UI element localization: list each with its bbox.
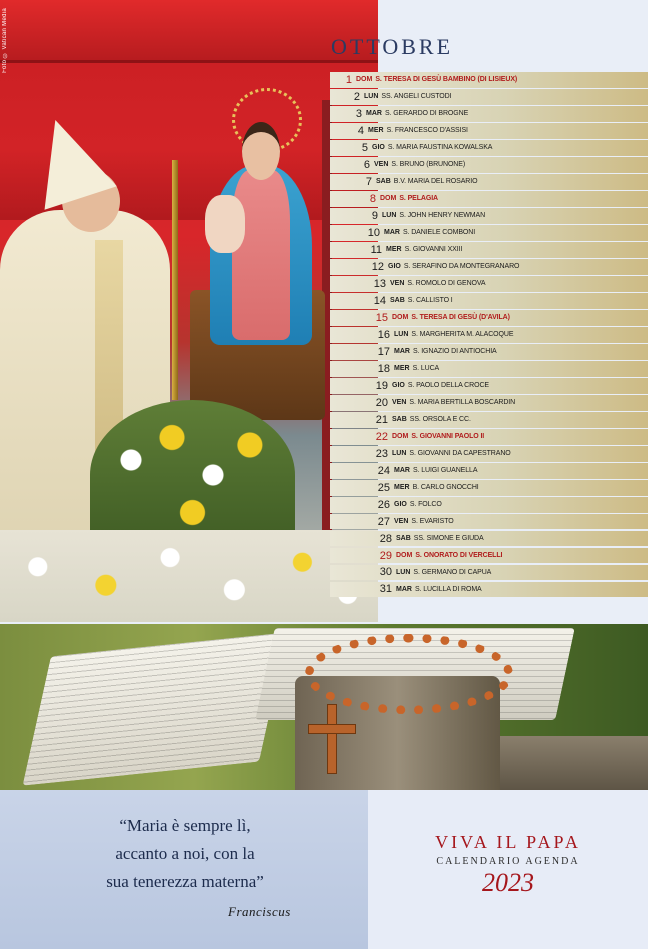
madonna-head [242, 122, 280, 180]
cross-icon [327, 704, 337, 774]
day-number: 18 [377, 362, 390, 375]
day-number: 27 [377, 515, 390, 528]
day-number: 25 [377, 481, 390, 494]
day-row [330, 548, 648, 564]
day-row [330, 480, 648, 496]
day-row [330, 276, 648, 292]
day-saint: S. EVARISTO [411, 518, 454, 526]
rosary-icon [305, 634, 513, 714]
day-row [330, 72, 648, 88]
day-row [330, 106, 648, 122]
day-weekday: DOM [392, 433, 409, 441]
day-saint: S. MARIA BERTILLA BOSCARDIN [409, 399, 516, 407]
day-saint: S. GIOVANNI XXIII [404, 246, 463, 254]
day-weekday: VEN [394, 518, 409, 526]
day-row [330, 310, 648, 326]
wooden-fence [500, 736, 648, 790]
day-saint: S. FOLCO [409, 501, 442, 509]
franciscus-signature: Franciscus [228, 904, 291, 919]
day-weekday: GIO [372, 144, 385, 152]
day-saint: SS. ANGELI CUSTODI [381, 93, 452, 101]
quote-line-2: accanto a noi, con la [115, 844, 255, 863]
day-row [330, 293, 648, 309]
day-saint: S. CALLISTO I [407, 297, 453, 305]
day-number: 12 [371, 260, 384, 273]
day-row [330, 497, 648, 513]
day-number: 22 [375, 430, 388, 443]
quote-line-1: “Maria è sempre lì, [119, 816, 251, 835]
day-number: 4 [357, 124, 364, 137]
child-jesus-statue [205, 195, 245, 253]
day-row [330, 225, 648, 241]
day-number: 11 [370, 243, 382, 256]
day-number: 24 [377, 464, 390, 477]
day-saint: S. ROMOLO DI GENOVA [407, 280, 486, 288]
day-row [330, 429, 648, 445]
day-weekday: GIO [388, 263, 401, 271]
day-saint: S. GERARDO DI BROGNE [384, 110, 469, 118]
brand-subtitle: CALENDARIO AGENDA [436, 856, 580, 867]
day-number: 10 [367, 226, 380, 239]
day-weekday: DOM [392, 314, 409, 322]
day-row [330, 123, 648, 139]
day-saint: SS. ORSOLA E CC. [409, 416, 471, 424]
day-saint: S. MARGHERITA M. ALACOQUE [411, 331, 514, 339]
day-row [330, 463, 648, 479]
day-number: 15 [375, 311, 388, 324]
day-number: 19 [375, 379, 388, 392]
day-weekday: MAR [396, 585, 412, 593]
day-number: 7 [365, 175, 372, 188]
cross-arm [308, 724, 356, 734]
day-weekday: LUN [392, 450, 407, 458]
day-number: 23 [375, 447, 388, 460]
day-row [330, 327, 648, 343]
red-canopy [0, 0, 378, 63]
day-saint: S. GERMANO DI CAPUA [413, 568, 492, 576]
day-weekday: DOM [380, 195, 397, 203]
day-row [330, 174, 648, 190]
day-weekday: SAB [396, 535, 411, 543]
day-number: 9 [371, 209, 378, 222]
day-number: 26 [377, 498, 390, 511]
quote-panel [0, 790, 368, 949]
day-weekday: DOM [356, 76, 373, 84]
day-number: 31 [379, 583, 392, 596]
brand-year: 2023 [482, 868, 534, 897]
flower-bed [0, 530, 378, 622]
day-row [330, 242, 648, 258]
day-weekday: MAR [366, 110, 382, 118]
day-saint: S. GIOVANNI PAOLO II [411, 433, 485, 441]
day-weekday: MER [394, 365, 410, 373]
day-weekday: VEN [390, 280, 405, 288]
brand-title: VIVA IL PAPA [435, 832, 581, 852]
day-weekday: LUN [396, 568, 411, 576]
day-weekday: MAR [384, 229, 400, 237]
day-row [330, 514, 648, 530]
day-saint: S. ONORATO DI VERCELLI [415, 552, 503, 559]
flower-bouquet [90, 400, 295, 550]
day-saint: S. SERAFINO DA MONTEGRANARO [403, 263, 520, 271]
brand-panel [368, 790, 648, 949]
pope-quote [10, 812, 360, 896]
day-weekday: LUN [382, 212, 397, 220]
day-number: 28 [379, 532, 392, 545]
day-row [330, 361, 648, 377]
day-row [330, 208, 648, 224]
crosier-staff [172, 160, 178, 400]
day-saint: S. LUCILLA DI ROMA [414, 585, 482, 593]
day-saint: S. IGNAZIO DI ANTIOCHIA [412, 348, 497, 356]
day-saint: S. LUIGI GUANELLA [412, 467, 478, 475]
day-row [330, 582, 648, 598]
day-row [330, 412, 648, 428]
day-number: 16 [377, 328, 390, 341]
day-weekday: DOM [396, 552, 413, 559]
day-row [330, 157, 648, 173]
day-list [330, 72, 648, 599]
day-weekday: MAR [394, 467, 410, 475]
day-saint: S. TERESA DI GESÙ BAMBINO (DI LISIEUX) [375, 76, 518, 84]
day-number: 13 [373, 277, 386, 290]
day-number: 21 [375, 413, 388, 426]
day-weekday: VEN [392, 399, 407, 407]
day-row [330, 395, 648, 411]
bible-page-left [23, 632, 288, 785]
day-saint: S. MARIA FAUSTINA KOWALSKA [387, 144, 493, 152]
day-saint: S. LUCA [412, 365, 440, 373]
day-row [330, 140, 648, 156]
day-saint: S. GIOVANNI DA CAPESTRANO [409, 450, 511, 458]
day-weekday: SAB [392, 416, 407, 424]
day-number: 2 [353, 90, 360, 103]
day-number: 8 [369, 192, 376, 205]
madonna-dress [232, 170, 290, 340]
day-saint: S. PELAGIA [399, 195, 439, 203]
day-row [330, 565, 648, 581]
month-title: OTTOBRE [331, 34, 454, 59]
day-row [330, 344, 648, 360]
day-saint: S. PAOLO DELLA CROCE [407, 382, 489, 390]
day-number: 20 [375, 396, 388, 409]
day-number: 6 [363, 158, 370, 171]
bible-rosary-photo [0, 624, 648, 790]
day-weekday: MER [368, 127, 384, 135]
day-weekday: LUN [394, 331, 409, 339]
day-weekday: MAR [394, 348, 410, 356]
day-saint: S. BRUNO (BRUNONE) [391, 161, 466, 169]
day-row [330, 446, 648, 462]
day-row [330, 259, 648, 275]
day-row [330, 531, 648, 547]
day-saint: S. JOHN HENRY NEWMAN [399, 212, 486, 220]
quote-line-3: sua tenerezza materna” [106, 872, 264, 891]
day-number: 5 [361, 141, 368, 154]
day-row [330, 89, 648, 105]
day-row [330, 191, 648, 207]
photo-credit: Foto © Vatican Media [2, 8, 8, 73]
cover-photo-pope-madonna [0, 0, 378, 622]
day-number: 29 [379, 549, 392, 562]
day-number: 17 [377, 345, 390, 358]
day-weekday: MER [386, 246, 402, 254]
day-number: 14 [373, 294, 386, 307]
day-weekday: LUN [364, 93, 379, 101]
day-weekday: GIO [392, 382, 405, 390]
day-weekday: SAB [376, 178, 391, 186]
day-weekday: SAB [390, 297, 405, 305]
day-number: 30 [379, 566, 392, 579]
day-weekday: VEN [374, 161, 389, 169]
day-weekday: GIO [394, 501, 407, 509]
day-saint: SS. SIMONE E GIUDA [413, 535, 484, 543]
day-saint: S. TERESA DI GESÙ (D'AVILA) [411, 314, 510, 322]
day-weekday: MER [394, 484, 410, 492]
day-saint: S. FRANCESCO D'ASSISI [386, 127, 468, 135]
day-row [330, 378, 648, 394]
day-saint: S. DANIELE COMBONI [402, 229, 476, 237]
day-saint: B. CARLO GNOCCHI [412, 484, 479, 492]
day-number: 1 [345, 73, 352, 86]
day-saint: B.V. MARIA DEL ROSARIO [393, 178, 478, 186]
day-number: 3 [355, 107, 362, 120]
